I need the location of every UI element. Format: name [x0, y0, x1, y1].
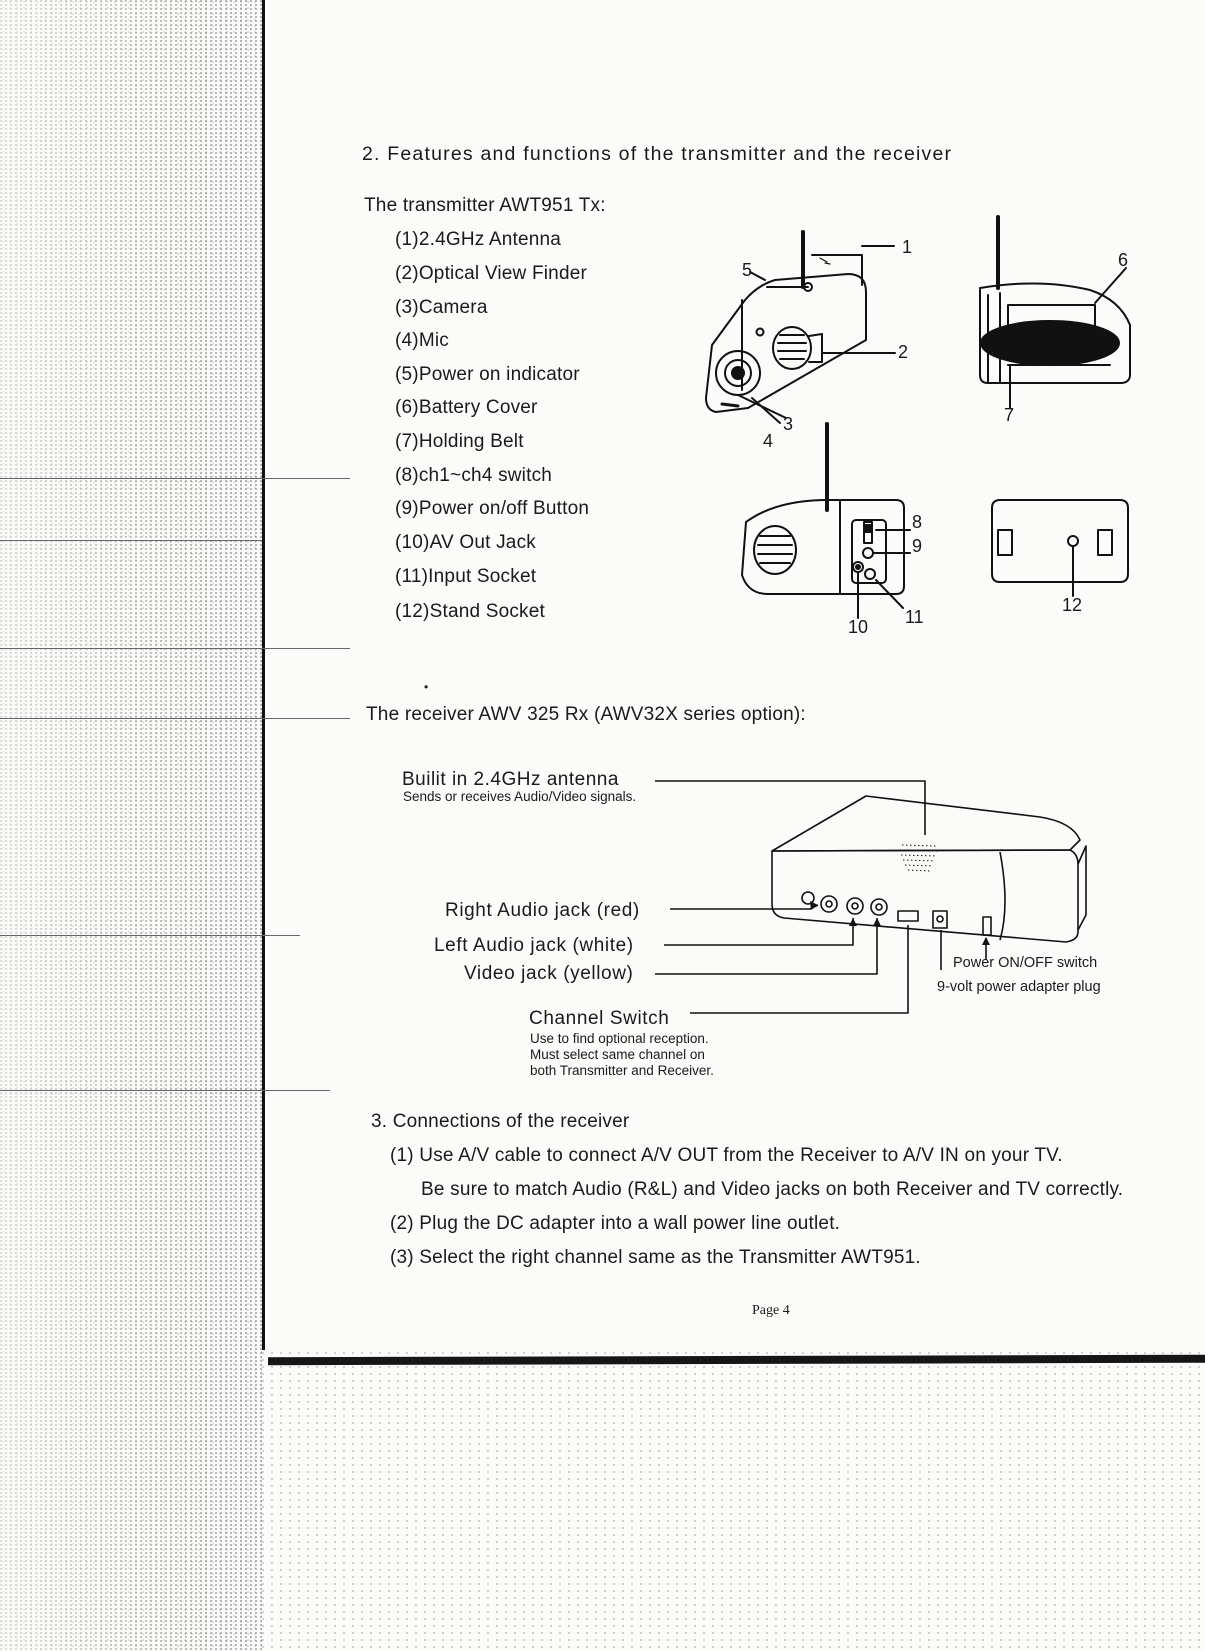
channel-description-line: Must select same channel on: [530, 1047, 705, 1062]
right-audio-label: Right Audio jack (red): [445, 900, 640, 921]
section3-heading: 3. Connections of the receiver: [371, 1111, 630, 1132]
connection-step: (1) Use A/V cable to connect A/V OUT from the Receiver to A/V IN on your TV.: [390, 1145, 1063, 1166]
receiver-title: The receiver AWV 325 Rx (AWV32X series option):: [366, 704, 806, 725]
callout-7: 7: [1004, 405, 1015, 425]
callout-12: 12: [1062, 595, 1083, 615]
power-switch-label: Power ON/OFF switch: [953, 955, 1098, 971]
transmitter-title: The transmitter AWT951 Tx:: [364, 195, 606, 216]
callout-9: 9: [912, 536, 923, 556]
callout-3: 3: [783, 414, 794, 434]
feature-item: (10)AV Out Jack: [395, 532, 536, 553]
feature-item: (11)Input Socket: [395, 566, 537, 587]
connection-step: (2) Plug the DC adapter into a wall power line outlet.: [390, 1213, 841, 1234]
callout-10: 10: [848, 617, 869, 637]
callout-8: 8: [912, 512, 923, 532]
channel-description-line: both Transmitter and Receiver.: [530, 1063, 714, 1078]
video-jack-label: Video jack (yellow): [464, 963, 634, 984]
feature-item: (3)Camera: [395, 297, 488, 318]
feature-item: (1)2.4GHz Antenna: [395, 229, 562, 250]
channel-switch-label: Channel Switch: [529, 1008, 670, 1029]
callout-2: 2: [898, 342, 909, 362]
callout-4: 4: [763, 431, 774, 451]
section-heading: 2. Features and functions of the transmitter and the receiver: [362, 143, 953, 165]
feature-item: (2)Optical View Finder: [395, 263, 588, 284]
callout-11: 11: [905, 607, 924, 627]
feature-item: (5)Power on indicator: [395, 364, 580, 385]
channel-description-line: Use to find optional reception.: [530, 1031, 709, 1046]
antenna-description: Sends or receives Audio/Video signals.: [403, 789, 637, 804]
callout-1: 1: [902, 237, 913, 257]
callout-5: 5: [742, 260, 753, 280]
feature-item: (4)Mic: [395, 330, 449, 351]
feature-item: (7)Holding Belt: [395, 431, 524, 452]
left-audio-label: Left Audio jack (white): [434, 935, 634, 956]
scan-mark: •: [424, 680, 429, 694]
antenna-label: Builit in 2.4GHz antenna: [402, 769, 619, 790]
connection-step: (3) Select the right channel same as the Transmitter AWT951.: [390, 1247, 921, 1268]
power-adapter-label: 9-volt power adapter plug: [937, 979, 1101, 995]
feature-item: (8)ch1~ch4 switch: [395, 465, 553, 486]
feature-item: (6)Battery Cover: [395, 397, 538, 418]
page-number: Page 4: [752, 1303, 790, 1318]
feature-item: (12)Stand Socket: [395, 601, 546, 622]
feature-item: (9)Power on/off Button: [395, 498, 590, 519]
callout-6: 6: [1118, 250, 1129, 270]
connection-step-note: Be sure to match Audio (R&L) and Video jacks on both Receiver and TV correctly.: [421, 1179, 1124, 1200]
